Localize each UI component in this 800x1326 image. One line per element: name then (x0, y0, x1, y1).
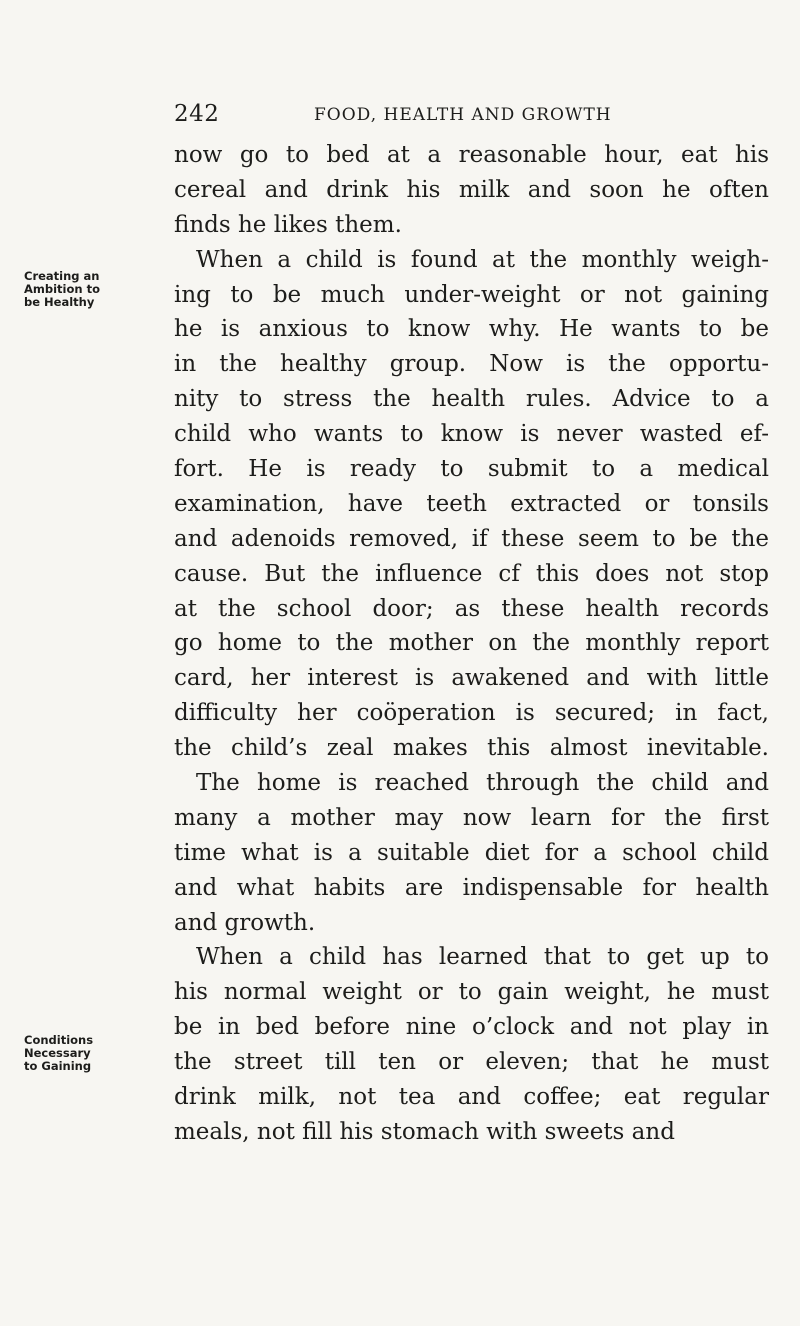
margin-note-line: Ambition to (24, 282, 100, 296)
margin-note-creating-ambition (24, 270, 144, 309)
body-line: now go to bed at a reasonable hour, eat his (174, 142, 769, 168)
margin-note-line: Creating an (24, 269, 100, 283)
body-text (174, 138, 769, 1150)
body-line: the child’s zeal makes this almost inevitable. (174, 735, 769, 762)
body-line: his normal weight or to gain weight, he must (174, 979, 769, 1006)
body-line: difficulty her coöperation is secured; in fact, (174, 700, 769, 727)
body-line: When a child has learned that to get up to (196, 944, 769, 971)
body-line: card, her interest is awakened and with little (174, 665, 769, 692)
page-number: 242 (174, 101, 220, 127)
margin-note-line: to Gaining (24, 1059, 92, 1073)
margin-note-line: Necessary (24, 1046, 91, 1060)
body-line: be in bed before nine o’clock and not play in (174, 1014, 769, 1041)
body-line: and what habits are indispensable for health (174, 874, 769, 901)
body-line: When a child is found at the monthly weigh- (196, 246, 769, 273)
body-line: child who wants to know is never wasted ef- (174, 421, 769, 448)
body-line: at the school door; as these health records (174, 595, 769, 622)
page-header (174, 101, 754, 131)
margin-note-line: be Healthy (24, 295, 95, 309)
body-line: examination, have teeth extracted or tonsils (174, 490, 769, 517)
margin-note-line: Conditions (24, 1033, 94, 1047)
body-line: many a mother may now learn for the first (174, 804, 769, 831)
body-line: ing to be much under-weight or not gaining (174, 281, 769, 308)
running-head: FOOD, HEALTH AND GROWTH (314, 105, 612, 125)
body-line: nity to stress the health rules. Advice to a (174, 386, 769, 413)
margin-note-conditions-necessary (24, 1034, 144, 1073)
body-line: and adenoids removed, if these seem to be the (174, 525, 769, 552)
body-line: finds he likes them. (174, 211, 402, 238)
body-line: cereal and drink his milk and soon he often (174, 176, 769, 203)
body-line: in the healthy group. Now is the opportu- (174, 351, 769, 378)
body-line: drink milk, not tea and coffee; eat regular (174, 1084, 769, 1111)
body-line: the street till ten or eleven; that he must (174, 1049, 769, 1076)
body-line: he is anxious to know why. He wants to be (174, 316, 769, 343)
body-line: time what is a suitable diet for a school child (174, 839, 769, 866)
body-line: cause. But the influence cf this does not stop (174, 560, 769, 587)
body-line: meals, not fill his stomach with sweets and (174, 1118, 675, 1145)
body-line: The home is reached through the child and (196, 770, 769, 797)
body-line: fort. He is ready to submit to a medical (174, 456, 769, 483)
body-line: and growth. (174, 909, 316, 936)
body-line: go home to the mother on the monthly report (174, 630, 769, 657)
